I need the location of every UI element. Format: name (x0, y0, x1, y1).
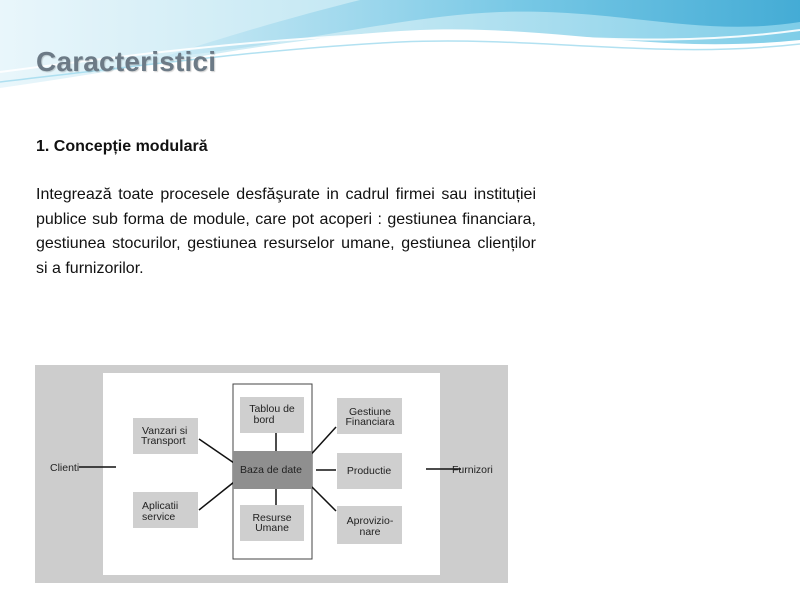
erp-module-diagram (35, 365, 508, 583)
furnizori-label: Furnizori (452, 464, 493, 476)
module-resurse-label-1: Resurse (252, 512, 292, 524)
center-baza-de-date (233, 451, 312, 489)
slide-title: Caracteristici (36, 46, 217, 77)
module-productie (337, 453, 402, 489)
section-heading: 1. Concepție modulară (36, 138, 208, 155)
module-resurse-umane (240, 505, 304, 541)
module-aplicatii-label-2: service (142, 511, 176, 523)
module-productie-label: Productie (346, 465, 392, 477)
module-gestiune-financiara (337, 398, 402, 434)
module-tablou-de-bord (240, 397, 304, 433)
module-aplicatii-label-1: Aplicatii (142, 500, 179, 512)
module-vanzari-label-2: Transport (141, 435, 186, 447)
module-tablou-label-2: bord (253, 414, 275, 426)
module-resurse-label-2: Umane (255, 522, 289, 534)
module-aprovizionare-label-2: nare (359, 526, 381, 538)
module-aplicatii-service (133, 492, 198, 528)
center-label: Baza de date (240, 464, 302, 476)
module-vanzari-si-transport (133, 418, 198, 454)
clienti-label: Clienti (50, 462, 80, 474)
module-gestiune-label-1: Gestiune (348, 406, 392, 418)
description-paragraph: Integrează toate procesele desfăşurate in cadrul firmei sau instituției publice sub forma de module, care pot acoperi : gestiunea financiara, gestiunea stocurilor, gestiunea resurselor umane, gestiunea clienților si a furnizorilor. (36, 186, 536, 277)
module-vanzari-label-1: Vanzari si (142, 425, 188, 437)
module-aprovizionare (337, 506, 402, 544)
module-aprovizionare-label-1: Aprovizio- (346, 515, 394, 527)
module-tablou-label-1: Tablou de (249, 403, 295, 415)
module-gestiune-label-2: Financiara (345, 416, 395, 428)
